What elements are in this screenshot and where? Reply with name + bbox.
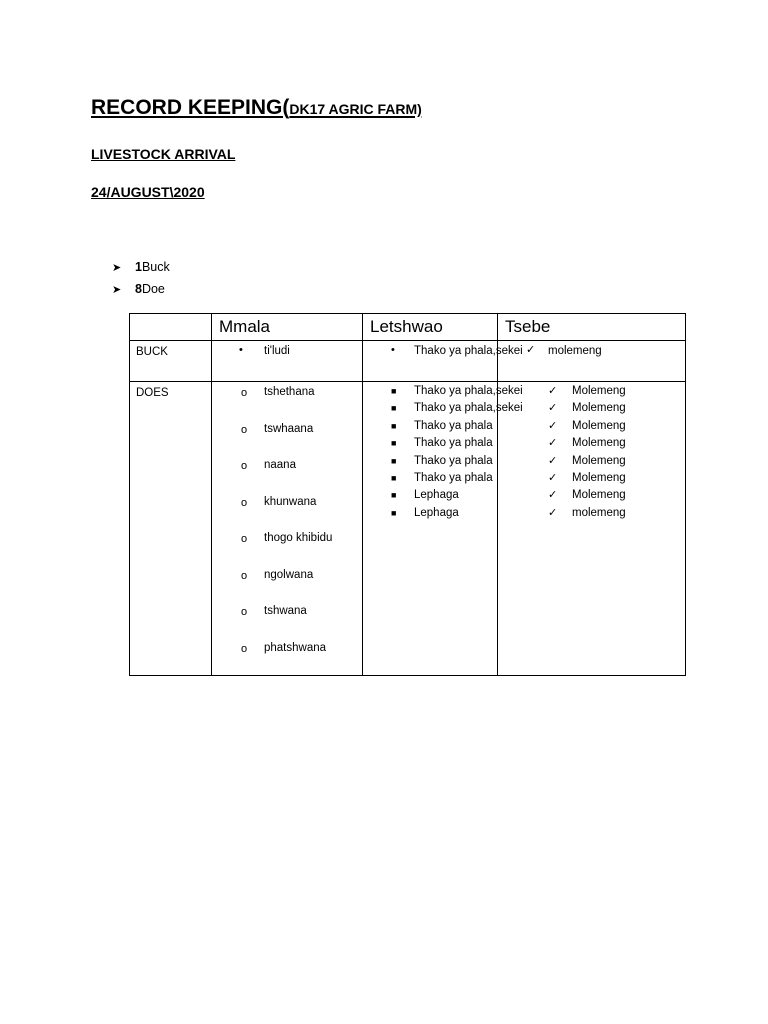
does-tsebe-cell (498, 382, 686, 676)
buck-tsebe-cell (498, 341, 686, 382)
list-item (212, 383, 362, 420)
list-item-text: Thako ya phala (414, 419, 493, 432)
square-bullet-icon: ■ (391, 455, 397, 466)
list-item-text: Molemeng (572, 385, 626, 397)
list-item-text: molemeng (572, 506, 626, 519)
arrival-count: 1 (135, 260, 142, 274)
arrival-item-buck (112, 258, 170, 280)
hollow-circle-bullet-icon: o (241, 606, 248, 618)
list-item-text: Molemeng (572, 419, 626, 432)
list-item (363, 453, 493, 470)
list-item (212, 639, 362, 676)
checkmark-bullet-icon: ✓ (548, 437, 558, 450)
list-item-text: phatshwana (264, 641, 327, 654)
title-farm-name: DK17 AGRIC FARM) (289, 101, 422, 117)
list-item-text: khunwana (264, 495, 317, 508)
round-bullet-icon: • (391, 344, 395, 356)
header-empty-cell (130, 314, 212, 341)
does-mmala-cell (212, 382, 363, 676)
table-row-does (130, 382, 686, 676)
hollow-circle-bullet-icon: o (241, 642, 248, 655)
list-item (363, 470, 493, 487)
arrowhead-bullet-icon: ➤ (112, 262, 122, 274)
checkmark-bullet-icon: ✓ (548, 419, 558, 432)
list-item-text: tshethana (264, 386, 315, 398)
list-item-text: thogo khibidu (264, 532, 333, 544)
list-item-text: Thako ya phala (414, 437, 493, 450)
list-item-text: ngolwana (264, 568, 314, 581)
list-item-text: Molemeng (572, 437, 626, 450)
section-subtitle: LIVESTOCK ARRIVAL (91, 146, 236, 162)
list-item-text: ti'ludi (264, 345, 290, 357)
list-item-text: tswhaana (264, 422, 314, 435)
table-header-row (130, 314, 686, 341)
list-item (212, 566, 362, 603)
arrival-count: 8 (135, 282, 142, 296)
hollow-circle-bullet-icon: o (241, 533, 248, 545)
list-item (212, 420, 362, 457)
checkmark-bullet-icon: ✓ (548, 402, 558, 415)
list-item (212, 341, 362, 360)
hollow-circle-bullet-icon: o (241, 423, 248, 436)
arrival-label: Buck (141, 260, 170, 274)
record-date: 24/AUGUST\2020 (91, 184, 205, 200)
list-item (212, 602, 362, 639)
checkmark-bullet-icon: ✓ (548, 489, 558, 502)
hollow-circle-bullet-icon: o (241, 460, 248, 472)
hollow-circle-bullet-icon: o (241, 387, 248, 399)
list-item (363, 383, 523, 400)
list-item (498, 383, 685, 400)
buck-mmala-cell (212, 341, 363, 382)
list-item (498, 487, 685, 504)
list-item-text: Thako ya phala (414, 472, 493, 485)
document-title (91, 96, 422, 120)
list-item-text: Thako ya phala,sekei (414, 402, 523, 415)
list-item (498, 505, 685, 522)
square-bullet-icon: ■ (391, 438, 397, 449)
arrival-list (112, 258, 170, 302)
list-item (363, 418, 493, 435)
round-bullet-icon: • (239, 344, 243, 356)
row-label-does: DOES (130, 382, 212, 676)
list-item-text: Molemeng (572, 402, 626, 415)
list-item (212, 493, 362, 530)
header-tsebe: Tsebe (498, 314, 686, 341)
square-bullet-icon: ■ (391, 490, 397, 501)
list-item-text: Lephaga (414, 489, 459, 502)
checkmark-bullet-icon: ✓ (548, 454, 558, 467)
list-item (363, 505, 484, 522)
list-item (498, 435, 685, 452)
list-item-text: Thako ya phala (414, 454, 493, 467)
list-item (498, 400, 685, 417)
checkmark-bullet-icon: ✓ (548, 385, 558, 397)
hollow-circle-bullet-icon: o (241, 496, 248, 509)
arrival-label: Doe (141, 282, 165, 296)
list-item (498, 418, 685, 435)
list-item-text: naana (264, 459, 296, 471)
list-item (212, 529, 362, 566)
header-mmala: Mmala (212, 314, 363, 341)
list-item (363, 400, 523, 417)
list-item-text: Thako ya phala,sekei (414, 385, 523, 397)
arrival-item-doe (112, 280, 170, 302)
list-item (363, 341, 523, 360)
square-bullet-icon: ■ (391, 420, 397, 431)
title-main: RECORD KEEPING( (91, 96, 290, 119)
checkmark-bullet-icon: ✓ (548, 472, 558, 485)
square-bullet-icon: ■ (391, 403, 397, 414)
list-item (212, 456, 362, 493)
row-label-buck: BUCK (130, 341, 212, 382)
list-item-text: Thako ya phala,sekei (414, 345, 523, 357)
hollow-circle-bullet-icon: o (241, 569, 248, 582)
list-item-text: tshwana (264, 605, 307, 617)
list-item-text: Molemeng (572, 472, 626, 485)
list-item (363, 487, 484, 504)
list-item-text: Molemeng (572, 454, 626, 467)
list-item-text: molemeng (548, 345, 602, 357)
list-item-text: Molemeng (572, 489, 626, 502)
livestock-table (129, 313, 686, 676)
checkmark-bullet-icon: ✓ (526, 344, 536, 356)
list-item (498, 341, 685, 360)
list-item (498, 470, 685, 487)
arrowhead-bullet-icon: ➤ (112, 284, 122, 296)
list-item-text: Lephaga (414, 506, 459, 519)
list-item (498, 453, 685, 470)
list-item (363, 435, 493, 452)
square-bullet-icon: ■ (391, 507, 397, 518)
does-letshwao-cell (363, 382, 523, 676)
square-bullet-icon: ■ (391, 473, 397, 484)
table-row-buck (130, 341, 686, 382)
square-bullet-icon: ■ (391, 386, 397, 396)
header-letshwao: Letshwao (363, 314, 498, 341)
buck-letshwao-cell (363, 341, 523, 382)
checkmark-bullet-icon: ✓ (548, 506, 558, 519)
